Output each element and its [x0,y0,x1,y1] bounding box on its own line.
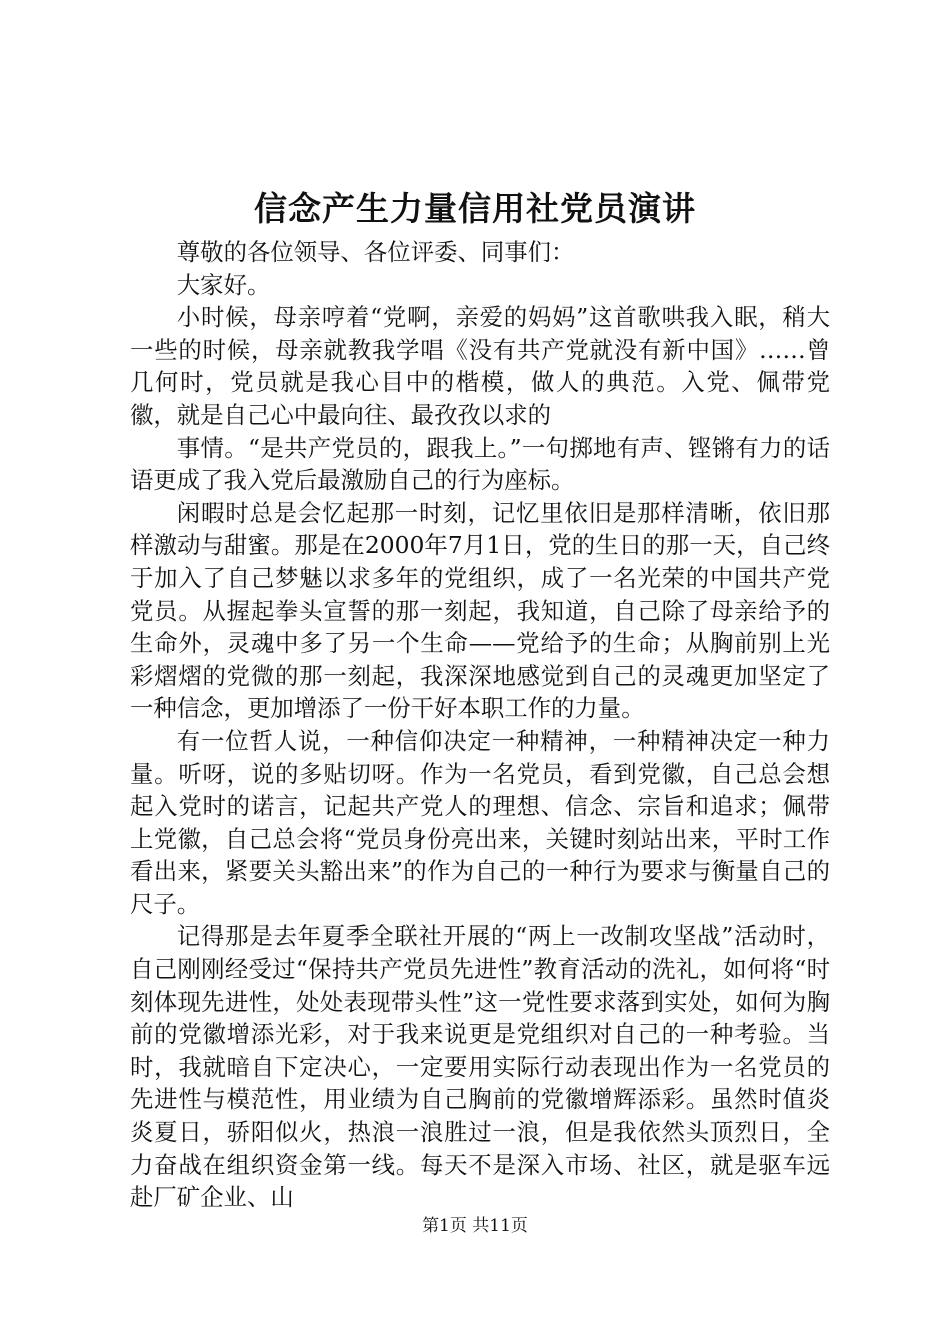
paragraph-joining-party: 闲暇时总是会忆起那一时刻，记忆里依旧是那样清晰，依旧那样激动与甜蜜。那是在2000年7月1日，党的生日的那一天，自己终于加入了自己梦魅以求多年的党组织，成了一名光荣的中国共产党党员。从握起拳头宣誓的那一刻起，我知道，自己除了母亲给予的生命外，灵魂中多了另一个生命——党给予的生命；从胸前别上光彩熠熠的党微的那一刻起，我深深地感觉到自己的灵魂更加坚定了一种信念，更加增添了一份干好本职工作的力量。 [130,498,830,723]
paragraph-childhood: 小时候，母亲哼着“党啊，亲爱的妈妈”这首歌哄我入眠，稍大一些的时候，母亲就教我学唱《没有共产党就没有新中国》……曾几何时，党员就是我心目中的楷模，做人的典范。入党、佩带党徽，就是自己心中最向往、最孜孜以求的 [130,303,830,429]
paragraph-last-summer: 记得那是去年夏季全联社开展的“两上一改制攻坚战”活动时，自己刚刚经受过“保持共产党员先进性”教育活动的洗礼，如何将“时刻体现先进性，处处表现带头性”这一党性要求落到实处，如何为胸前的党徽增添光彩，对于我来说更是党组织对自己的一种考验。当时，我就暗自下定决心，一定要用实际行动表现出作为一名党员的先进性与模范性，用业绩为自己胸前的党徽增辉添彩。虽然时值炎炎夏日，骄阳似火，热浪一浪胜过一浪，但是我依然头顶烈日，全力奋战在组织资金第一线。每天不是深入市场、社区，就是驱车远赴厂矿企业、山 [130,922,830,1212]
paragraph-salutation: 尊敬的各位领导、各位评委、同事们： [176,238,575,266]
page-number-footer: 第1页 共11页 [422,1216,528,1236]
document-title: 信念产生力量信用社党员演讲 [254,189,696,228]
paragraph-greeting: 大家好。 [176,270,271,299]
paragraph-philosopher: 有一位哲人说，一种信仰决定一种精神，一种精神决定一种力量。听呀，说的多贴切呀。作为一名党员，看到党徽，自己总会想起入党时的诺言，记起共产党人的理想、信念、宗旨和追求；佩带上党徽，自己总会将“党员身份亮出来，关键时刻站出来，平时工作看出来，紧要关头豁出来”的作为自己的一种行为要求与衡量自己的尺子。 [130,726,830,918]
document-body [130,236,830,1214]
paragraph-motto: 事情。“是共产党员的，跟我上。”一句掷地有声、铿锵有力的话语更成了我入党后最激励自己的行为座标。 [130,433,830,495]
